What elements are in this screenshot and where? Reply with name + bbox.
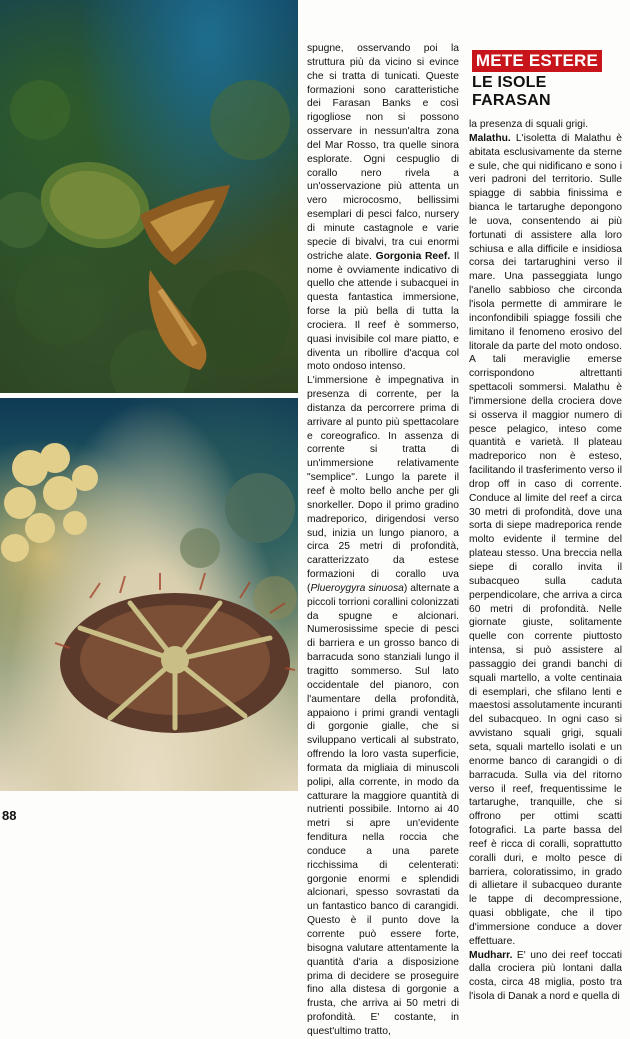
- subheading-gorgonia-reef: Gorgonia Reef.: [375, 250, 451, 262]
- paragraph: [469, 949, 622, 1004]
- paragraph: [469, 132, 622, 949]
- photo-crown-of-thorns-starfish: [0, 398, 298, 791]
- subheading-mudharr: Mudharr.: [469, 949, 513, 961]
- paragraph-text: Il nome è ovviamente indicativo di quello che attende i subacquei in questa fantastica immersione, forse la più bella di tutta la crociera. Il reef è sommerso, quasi invisibile col mare piatto, e diventa un ribollire d'acqua col moto ondoso intenso.: [307, 250, 459, 373]
- text-column-2: [469, 118, 622, 1004]
- paragraph: [307, 374, 459, 1039]
- starfish-illustration: [0, 398, 298, 791]
- sea-turtle-illustration: [0, 0, 298, 393]
- section-kicker: METE ESTERE: [472, 50, 602, 72]
- paragraph-text: la presenza di squali grigi.: [469, 119, 589, 130]
- paragraph: [469, 118, 622, 132]
- subheading-malathu: Malathu.: [469, 132, 511, 144]
- paragraph-text: spugne, osservando poi la struttura più da vicino si evince che si tratta di tunicati. Queste formazioni sono caratteristiche dei Farasan Banks e così rigogliose non si possono osservare in nessun'altra zona del Mar Rosso, tra quelle sinora esplorate. Ogni cespuglio di corallo nero rivela a un'osservazione più attenta un vero microcosmo, bellissimi esemplari di pesci falco, nursery di minute castagnole e varie specie di bivalvi, tra cui enormi ostriche alate.: [307, 43, 459, 262]
- paragraph-text: L'isoletta di Malathu è abitata esclusivamente da sterne e sule, che qui nidificano e sono i veri padroni del territorio. Sulle spiagge di sabbia finissima e bianca le tartarughe depongono le uova, consentendo ai più fortunati di assistere alla loro schiusa e alla difficile e insidiosa corsa dei tartarughini verso il mare. Una passeggiata lungo l'anello sabbioso che circonda l'isola permette di ammirare le inconfondibili spiagge fossili che limitano il fenomeno erosivo del litorale da parte del moto ondoso. A tali meraviglie emerse corrispondono altrettanti spettacoli sommersi. Malathu è l'immersione della crociera dove si osserva il maggior numero di pesce pelagico, inteso come quantità e varietà. Il plateau madreporico non è esteso, facilitando il trasferimento verso il drop off in caso di corrente. Conduce al limite del reef a circa 30 metri di profondità, dove una sorta di siepe madreporica rende molto evidente il termine del plateau stesso. Una breccia nella siepe di corallo invita il subacqueo sulla caduta perpendicolare, che arriva a circa 60 metri di profondità. Nelle giornate giuste, solitamente quelle con corrente piuttosto intensa, si può assistere al passaggio dei grandi banchi di squali martello, a volte centinaia di esemplari, che sfilano lenti e maestosi assolutamente incuranti del subacqueo. In ogni caso si avvistano squali grigi, squali seta, squali martello isolati e un enorme banco di carangidi o di barracuda. Sulla via del ritorno verso il reef, frequentissime le tartarughe, tranquille, che si offrono per ottimi scatti fotografici. La parte bassa del reef è ricca di coralli, soprattutto coralli duri, e molto pesce di barriera, coloratissimo, in grado di allietare il subacqueo durante le tappe di decompressione, quasi obbligate, che il tipo d'immersione conduce a dover effettuare.: [469, 132, 622, 947]
- paragraph: [307, 42, 459, 374]
- paragraph-text: ) alternate a piccoli torrioni corallini colonizzati da spugne e alcionari. Numerosissime specie di pesci di barriera e un grosso banco di barracuda sono stanziali lungo il tragitto sommerso. Sul lato occidentale del pianoro, con l'aumentare della profondità, appaiono i primi grandi ventagli di gorgonie gialle, che si sviluppano verticali al substrato, offrendo la loro vasta superficie, formata da migliaia di minuscoli polipi, alla corrente, in modo da catturare la maggiore quantità di nutrienti possibile. Intorno ai 40 metri si apre un'evidente fenditura nella roccia che conduce a una parete ricchissima di celenterati: gorgonie enormi e splendidi alcionari, spesso sovrastati da un fantastico banco di carangidi. Questo è il punto dove la corrente può essere forte, bisogna valutare attentamente la quantità d'aria a disposizione prima di decidere se proseguire fino alla distesa di gorgonie a frusta, che arriva ai 50 metri di profondità. E' costante, in quest'ultimo tratto,: [307, 582, 460, 1037]
- paragraph-text: E' uno dei reef toccati dalla crociera più lontani dalla costa, circa 48 miglia, posto tra l'isola di Danak a nord e quella di: [469, 949, 622, 1003]
- paragraph-text: L'immersione è impegnativa in presenza di corrente, per la distanza da percorrere prima di arrivare al punto più spettacolare e coreografico. In assenza di corrente si tratta di un'immersione relativamente "semplice". Lungo la parete il reef è molto bello anche per gli snorkeller. Dopo il primo gradino madreporico, dirigendosi verso sud, inizia un lungo pianoro, a circa 25 metri di profondità, caratterizzato da estese formazioni di corallo uva (: [307, 375, 459, 594]
- species-name: Plueroygyra sinuosa: [310, 582, 404, 594]
- page-number: 88: [2, 808, 17, 823]
- text-column-1: [307, 42, 459, 1039]
- section-title: LE ISOLE FARASAN: [472, 74, 551, 109]
- photo-sea-turtle: [0, 0, 298, 393]
